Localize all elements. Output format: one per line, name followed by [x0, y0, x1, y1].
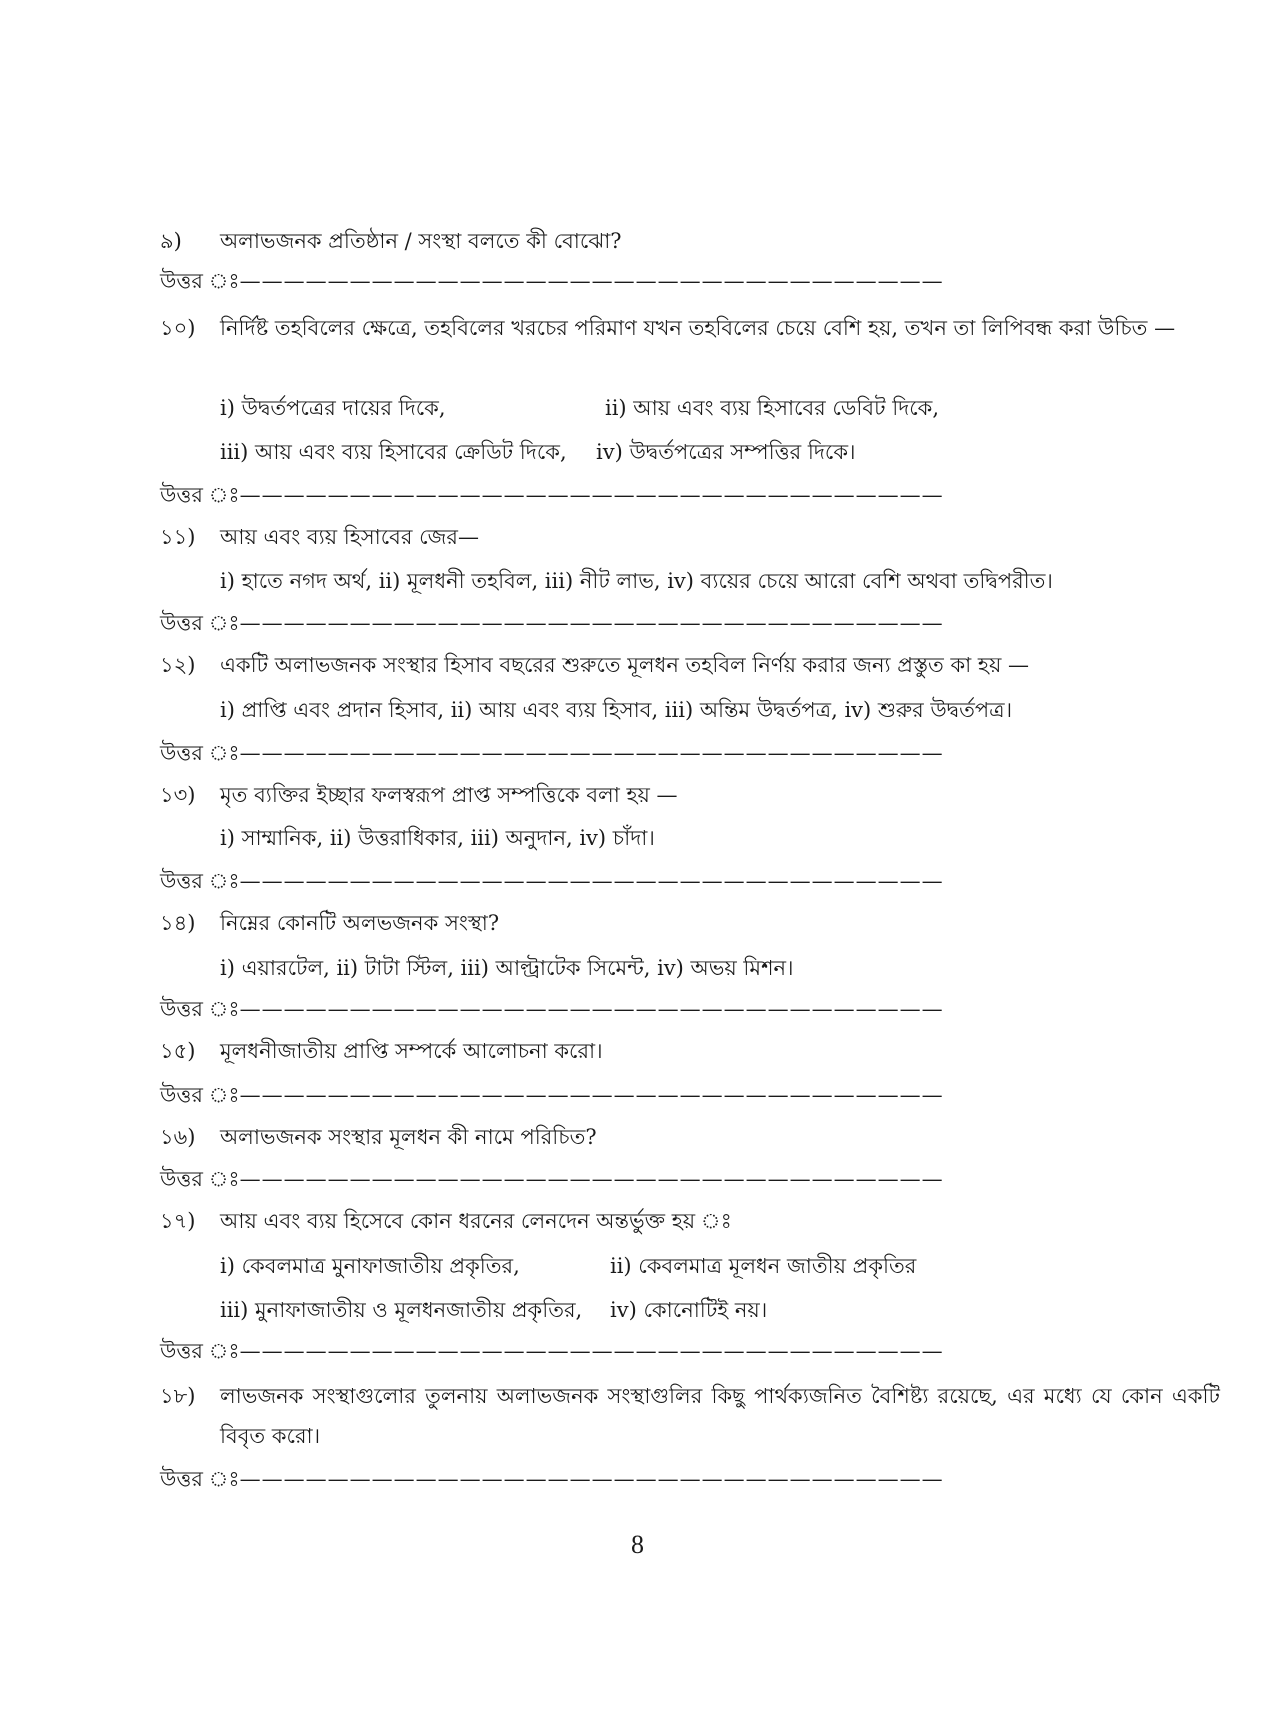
option-line: i) এয়ারটেল, ii) টাটা স্টিল, iii) আল্ট্রাটেক সিমেন্ট, iv) অভয় মিশন। — [220, 956, 794, 980]
question-number: ১৫) — [160, 1039, 196, 1063]
option-i: i) উদ্বর্তপত্রের দায়ের দিকে, — [220, 396, 446, 420]
answer-line — [160, 266, 944, 296]
option-iii: iii) মুনাফাজাতীয় ও মূলধনজাতীয় প্রকৃতির, — [220, 1298, 583, 1322]
answer-label: উত্তর ঃ — [160, 1167, 240, 1191]
option-iii: iii) আয় এবং ব্যয় হিসাবের ক্রেডিট দিকে, — [220, 440, 567, 464]
answer-dashes: ———————————————————————————————— — [239, 1167, 944, 1191]
answer-label: উত্তর ঃ — [160, 1339, 240, 1363]
question-number: ১১) — [160, 525, 196, 549]
answer-dashes: ———————————————————————————————— — [239, 483, 944, 507]
answer-line — [160, 608, 944, 638]
answer-dashes: ———————————————————————————————— — [239, 269, 944, 293]
answer-label: উত্তর ঃ — [160, 869, 240, 893]
answer-label: উত্তর ঃ — [160, 997, 240, 1021]
answer-line — [160, 1080, 944, 1110]
answer-label: উত্তর ঃ — [160, 483, 240, 507]
question-text: আয় এবং ব্যয় হিসেবে কোন ধরনের লেনদেন অন্তর্ভুক্ত হয় ঃ — [220, 1209, 732, 1233]
answer-line — [160, 994, 944, 1024]
answer-line — [160, 1336, 944, 1366]
answer-dashes: ———————————————————————————————— — [239, 1083, 944, 1107]
option-line: i) প্রাপ্তি এবং প্রদান হিসাব, ii) আয় এবং ব্যয় হিসাব, iii) অন্তিম উদ্বর্তপত্র, iv) শুরুর উদ্বর্তপত্র। — [220, 698, 1013, 722]
question-text: অলাভজনক প্রতিষ্ঠান / সংস্থা বলতে কী বোঝো? — [220, 229, 622, 253]
question-text: একটি অলাভজনক সংস্থার হিসাব বছরের শুরুতে মূলধন তহবিল নির্ণয় করার জন্য প্রস্তুত কা হয় — — [220, 653, 1030, 677]
question-10 — [160, 308, 1175, 398]
option-i: i) কেবলমাত্র মুনাফাজাতীয় প্রকৃতির, — [220, 1254, 520, 1278]
question-text: মূলধনীজাতীয় প্রাপ্তি সম্পর্কে আলোচনা করো। — [220, 1039, 603, 1063]
answer-label: উত্তর ঃ — [160, 269, 240, 293]
answer-dashes: ———————————————————————————————— — [239, 741, 944, 765]
answer-dashes: ———————————————————————————————— — [239, 997, 944, 1021]
question-number: ৯) — [160, 229, 182, 253]
question-number: ১৩) — [160, 783, 196, 807]
answer-label: উত্তর ঃ — [160, 741, 240, 765]
answer-line — [160, 1164, 944, 1194]
answer-dashes: ———————————————————————————————— — [239, 611, 944, 635]
answer-line — [160, 866, 944, 896]
question-text: অলাভজনক সংস্থার মূলধন কী নামে পরিচিত? — [220, 1125, 597, 1149]
question-number: ১০) — [160, 316, 196, 340]
page-number: 8 — [631, 1530, 644, 1559]
answer-line — [160, 1464, 944, 1494]
question-number: ১৪) — [160, 911, 196, 935]
question-number: ১৭) — [160, 1209, 196, 1233]
option-line: i) সাম্মানিক, ii) উত্তরাধিকার, iii) অনুদান, iv) চাঁদা। — [220, 826, 655, 850]
answer-dashes: ———————————————————————————————— — [239, 1339, 944, 1363]
answer-dashes: ———————————————————————————————— — [239, 869, 944, 893]
question-text: আয় এবং ব্যয় হিসাবের জের— — [220, 525, 479, 549]
question-number: ১২) — [160, 653, 196, 677]
option-line: i) হাতে নগদ অর্থ, ii) মূলধনী তহবিল, iii) নীট লাভ, iv) ব্যয়ের চেয়ে আরো বেশি অথবা তদ্বিপরীত। — [220, 569, 1053, 593]
option-ii: ii) আয় এবং ব্যয় হিসাবের ডেবিট দিকে, — [605, 396, 940, 420]
answer-dashes: ———————————————————————————————— — [239, 1467, 944, 1491]
answer-label: উত্তর ঃ — [160, 611, 240, 635]
question-text: নিম্নের কোনটি অলভজনক সংস্থা? — [220, 911, 500, 935]
question-number: ১৬) — [160, 1125, 196, 1149]
answer-label: উত্তর ঃ — [160, 1083, 240, 1107]
answer-line — [160, 480, 944, 510]
question-18 — [160, 1376, 1220, 1466]
option-iv: iv) উদ্বর্তপত্রের সম্পত্তির দিকে। — [596, 440, 856, 464]
question-text: মৃত ব্যক্তির ইচ্ছার ফলস্বরূপ প্রাপ্ত সম্পত্তিকে বলা হয় — — [220, 783, 678, 807]
answer-label: উত্তর ঃ — [160, 1467, 240, 1491]
question-text: নির্দিষ্ট তহবিলের ক্ষেত্রে, তহবিলের খরচের পরিমাণ যখন তহবিলের চেয়ে বেশি হয়, তখন তা লিপিবন্ধ করা উচিত — — [220, 316, 1176, 340]
question-number: ১৮) — [160, 1384, 196, 1408]
option-ii: ii) কেবলমাত্র মূলধন জাতীয় প্রকৃতির — [610, 1254, 917, 1278]
answer-line — [160, 738, 944, 768]
option-iv: iv) কোনোটিই নয়। — [610, 1298, 768, 1322]
question-text: লাভজনক সংস্থাগুলোর তুলনায় অলাভজনক সংস্থাগুলির কিছু পার্থক্যজনিত বৈশিষ্ট্য রয়েছে, এর মধ্যে যে কোন একটি বিবৃত করো। — [220, 1384, 1220, 1448]
